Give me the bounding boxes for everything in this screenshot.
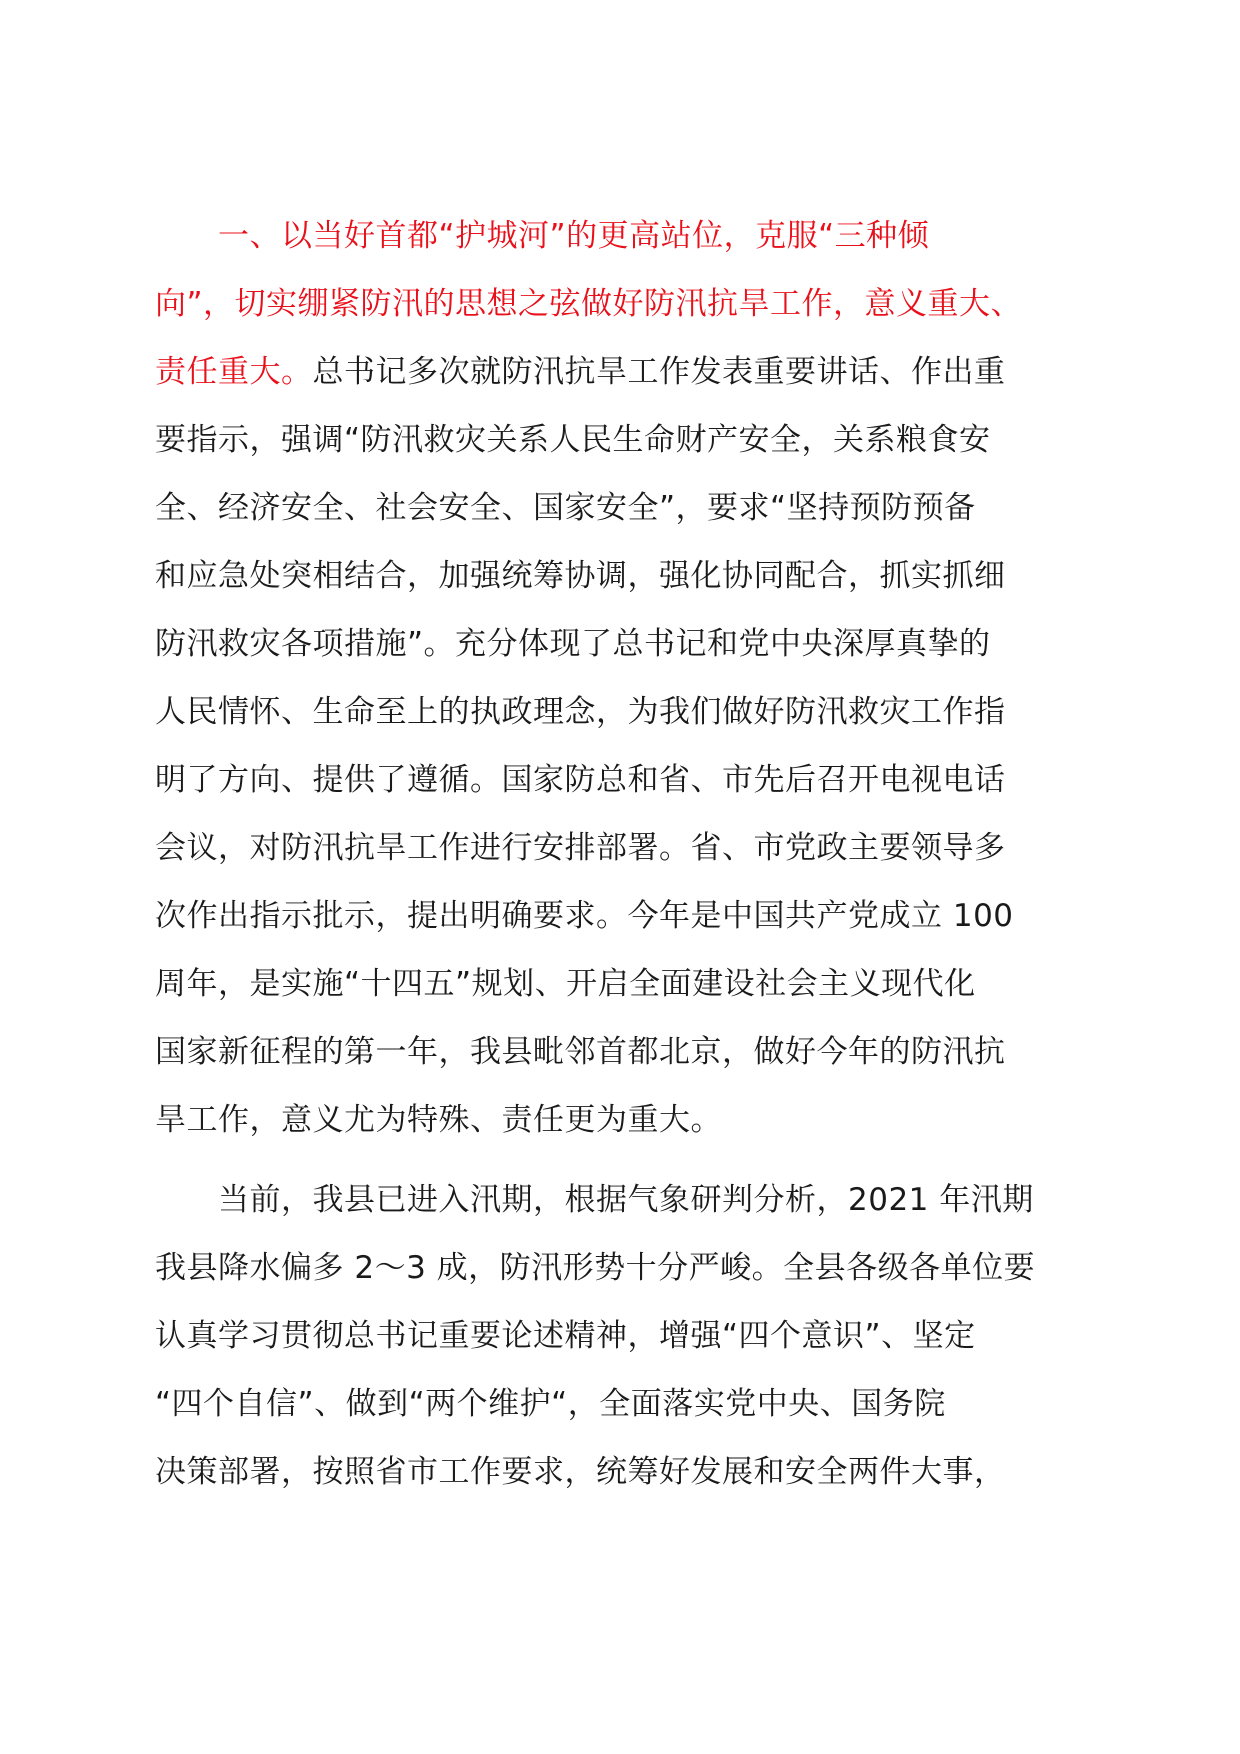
body-text: 认真学习贯彻总书记重要论述精神，增强“四个意识”、坚定 — [155, 1318, 976, 1354]
body-text: 决策部署，按照省市工作要求，统筹好发展和安全两件大事， — [155, 1454, 1006, 1490]
body-text: 总书记多次就防汛抗旱工作发表重要讲话、作出重 — [312, 354, 1006, 390]
body-text: 人民情怀、生命至上的执政理念，为我们做好防汛救灾工作指 — [155, 694, 1006, 730]
paragraph-line — [155, 678, 1095, 746]
paragraph-line — [155, 406, 1095, 474]
body-text: 明了方向、提供了遵循。国家防总和省、市先后召开电视电话 — [155, 762, 1006, 798]
paragraph-line — [155, 270, 1095, 338]
paragraph-line — [155, 1302, 1095, 1370]
paragraph-line — [155, 1370, 1095, 1438]
paragraph-line — [155, 1234, 1095, 1302]
paragraph-1 — [155, 202, 1095, 1154]
paragraph-line — [155, 950, 1095, 1018]
paragraph-line — [155, 1086, 1095, 1154]
body-text: 次作出指示批示，提出明确要求。今年是中国共产党成立 100 — [155, 898, 1014, 934]
paragraph-line — [155, 338, 1095, 406]
body-text: 要指示，强调“防汛救灾关系人民生命财产安全，关系粮食安 — [155, 422, 991, 458]
paragraph-line — [155, 1166, 1095, 1234]
paragraph-line — [155, 610, 1095, 678]
paragraph-line — [155, 882, 1095, 950]
body-text: 全、经济安全、社会安全、国家安全”，要求“坚持预防预备 — [155, 490, 976, 526]
body-text: 国家新征程的第一年，我县毗邻首都北京，做好今年的防汛抗 — [155, 1034, 1006, 1070]
body-text: 我县降水偏多 2〜3 成，防汛形势十分严峻。全县各级各单位要 — [155, 1250, 1036, 1286]
paragraph-line — [155, 542, 1095, 610]
paragraph-2 — [155, 1166, 1095, 1506]
body-text: 和应急处突相结合，加强统筹协调，强化协同配合，抓实抓细 — [155, 558, 1006, 594]
heading-text: 责任重大。 — [155, 354, 313, 390]
body-text: 旱工作，意义尤为特殊、责任更为重大。 — [155, 1102, 722, 1138]
heading-text: 一、以当好首都“护城河”的更高站位，克服“三种倾 — [155, 218, 930, 254]
body-text: 会议，对防汛抗旱工作进行安排部署。省、市党政主要领导多 — [155, 830, 1006, 866]
heading-text: 向”，切实绷紧防汛的思想之弦做好防汛抗旱工作，意义重大、 — [155, 286, 1023, 322]
body-text: 当前，我县已进入汛期，根据气象研判分析，2021 年汛期 — [155, 1182, 1034, 1218]
paragraph-line — [155, 474, 1095, 542]
paragraph-line — [155, 814, 1095, 882]
body-text: 周年，是实施“十四五”规划、开启全面建设社会主义现代化 — [155, 966, 976, 1002]
body-text: 防汛救灾各项措施”。充分体现了总书记和党中央深厚真挚的 — [155, 626, 991, 662]
paragraph-line — [155, 1438, 1095, 1506]
paragraph-line — [155, 202, 1095, 270]
paragraph-line — [155, 746, 1095, 814]
body-text: “四个自信”、做到“两个维护“，全面落实党中央、国务院 — [155, 1386, 946, 1422]
paragraph-line — [155, 1018, 1095, 1086]
